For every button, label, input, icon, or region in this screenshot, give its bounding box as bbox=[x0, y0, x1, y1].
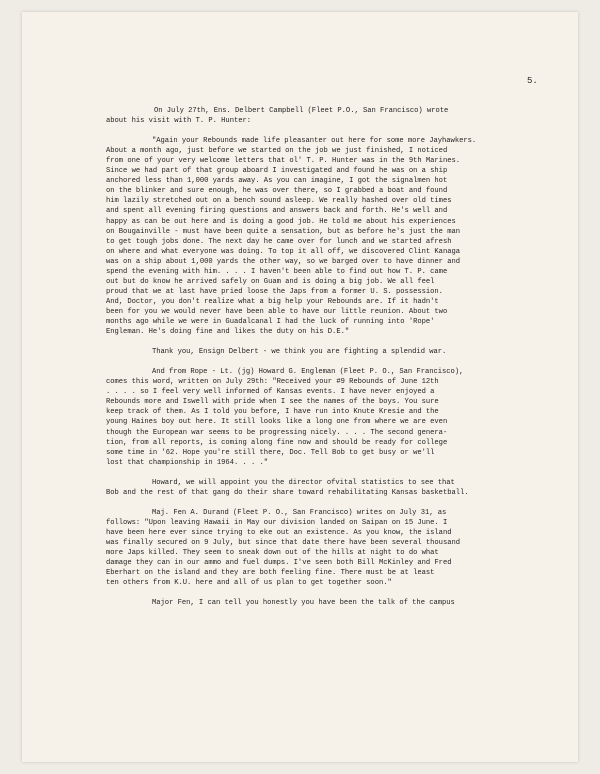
text-line: anchored less than 1,000 yards away. As you can imagine, I got the signalmen hot bbox=[106, 177, 448, 186]
text-line: to get tough jobs done. The next day he came over for lunch and we started afresh bbox=[106, 237, 452, 246]
text-line: from one of your very welcome letters that ol' T. P. Hunter was in the 9th Marines. bbox=[106, 157, 461, 166]
text-line: have been here ever since trying to eke out an existence. As you know, the island bbox=[106, 528, 452, 537]
text-line: spend the evening with him. . . . I haven't been able to find out how T. P. came bbox=[106, 267, 448, 276]
text-line: lost that championship in 1964. . . ." bbox=[106, 458, 269, 467]
text-line: Engleman. He's doing fine and likes the duty on his D.E." bbox=[106, 328, 350, 337]
text-line: proud that we at last have pried loose the Japs from a former U. S. possession. bbox=[106, 287, 443, 296]
text-line: keep track of them. As I told you before, I have run into Knute Kresie and the bbox=[106, 408, 439, 417]
text-line: comes this word, written on July 29th: "Received your #9 Rebounds of June 12th bbox=[106, 378, 439, 387]
text-line: About a month ago, just before we started on the job we just finished, I noticed bbox=[106, 147, 448, 156]
text-line: Major Fen, I can tell you honestly you have been the talk of the campus bbox=[152, 599, 455, 608]
text-line: out but do know he arrived safely on Guam and is doing a big job. We all feel bbox=[106, 277, 435, 286]
paragraph bbox=[106, 508, 574, 588]
text-line: . . . . so I feel very well informed of Kansas events. I have never enjoyed a bbox=[106, 388, 435, 397]
typed-page bbox=[22, 12, 578, 762]
text-line: On July 27th, Ens. Delbert Campbell (Fleet P.O., San Francisco) wrote bbox=[154, 107, 449, 115]
text-line: Maj. Fen A. Durand (Fleet P. O., San Francisco) writes on July 31, as bbox=[152, 508, 447, 517]
text-line: and spent all evening firing questions and answers back and forth. He's well and bbox=[106, 207, 448, 216]
text-line: tion, from all reports, is coming along fine now and should be ready for college bbox=[106, 438, 448, 447]
paragraph bbox=[106, 347, 574, 357]
text-line: Since we had part of that group aboard I investigated and found he was on a ship bbox=[106, 167, 448, 176]
text-line: Rebounds more and Iswell with pride when I see the names of the boys. You sure bbox=[106, 398, 439, 407]
text-line: though the European war seems to be progressing nicely. . . . The second genera- bbox=[106, 428, 448, 437]
paragraph bbox=[106, 136, 574, 337]
text-line: was finally secured on 9 July, but since that date there have been several thousand bbox=[106, 539, 461, 548]
text-line: young Haines boy out here. It still looks like a long one from where we are even bbox=[106, 418, 448, 427]
text-line: Bob and the rest of that gang do their share toward rehabilitating Kansas basketball. bbox=[106, 488, 469, 497]
text-line: about his visit with T. P. Hunter: bbox=[106, 117, 252, 126]
paragraph bbox=[106, 106, 574, 126]
text-line: been for you we would never have been able to have our little reunion. About two bbox=[106, 307, 448, 316]
text-line: on the blinker and sure enough, he was over there, so I grabbed a boat and found bbox=[106, 187, 448, 196]
text-line: follows: "Upon leaving Hawaii in May our division landed on Saipan on 15 June. I bbox=[106, 518, 448, 527]
text-line: Howard, we will appoint you the director ofvital statistics to see that bbox=[152, 478, 455, 487]
page-number: 5. bbox=[527, 76, 538, 86]
text-line: more Japs killed. They seem to sneak down out of the hills at night to do what bbox=[106, 549, 439, 558]
text-line: ten others from K.U. here and all of us plan to get together soon." bbox=[106, 579, 392, 588]
text-line: Thank you, Ensign Delbert - we think you are fighting a splendid war. bbox=[152, 348, 447, 357]
text-line: damage they can in our ammo and fuel dumps. I've seen both Bill McKinley and Fred bbox=[106, 559, 452, 568]
text-line: Eberhart on the island and they are both feeling fine. There must be at least bbox=[106, 569, 435, 578]
text-line: was on a ship about 1,000 yards the other way, so we barged over to have dinner and bbox=[106, 257, 461, 266]
paragraph bbox=[106, 598, 574, 608]
text-line: And, Doctor, you don't realize what a big help your Rebounds are. If it hadn't bbox=[106, 297, 439, 306]
text-line: some time in '62. Hope you're still there, Doc. Tell Bob to get busy or we'll bbox=[106, 448, 435, 457]
text-line: on where and what everyone was doing. To top it all off, we discovered Clint Kanaga bbox=[106, 247, 461, 256]
paragraph bbox=[106, 478, 574, 498]
letter-body bbox=[106, 106, 574, 618]
text-line: "Again your Rebounds made life pleasanter out here for some more Jayhawkers. bbox=[152, 137, 477, 146]
paragraph bbox=[106, 367, 574, 467]
text-line: And from Rope - Lt. (jg) Howard G. Engleman (Fleet P. O., San Francisco), bbox=[152, 368, 464, 377]
text-line: happy as can be out here and is doing a good job. He told me about his experiences bbox=[106, 217, 456, 226]
text-line: months ago while we were in Guadalcanal I had the luck of running into 'Rope' bbox=[106, 317, 435, 326]
text-line: on Bougainville - must have been quite a sensation, but as before he's just the man bbox=[106, 227, 461, 236]
text-line: him lazily stretched out on a bench sound asleep. We really hashed over old times bbox=[106, 197, 452, 206]
